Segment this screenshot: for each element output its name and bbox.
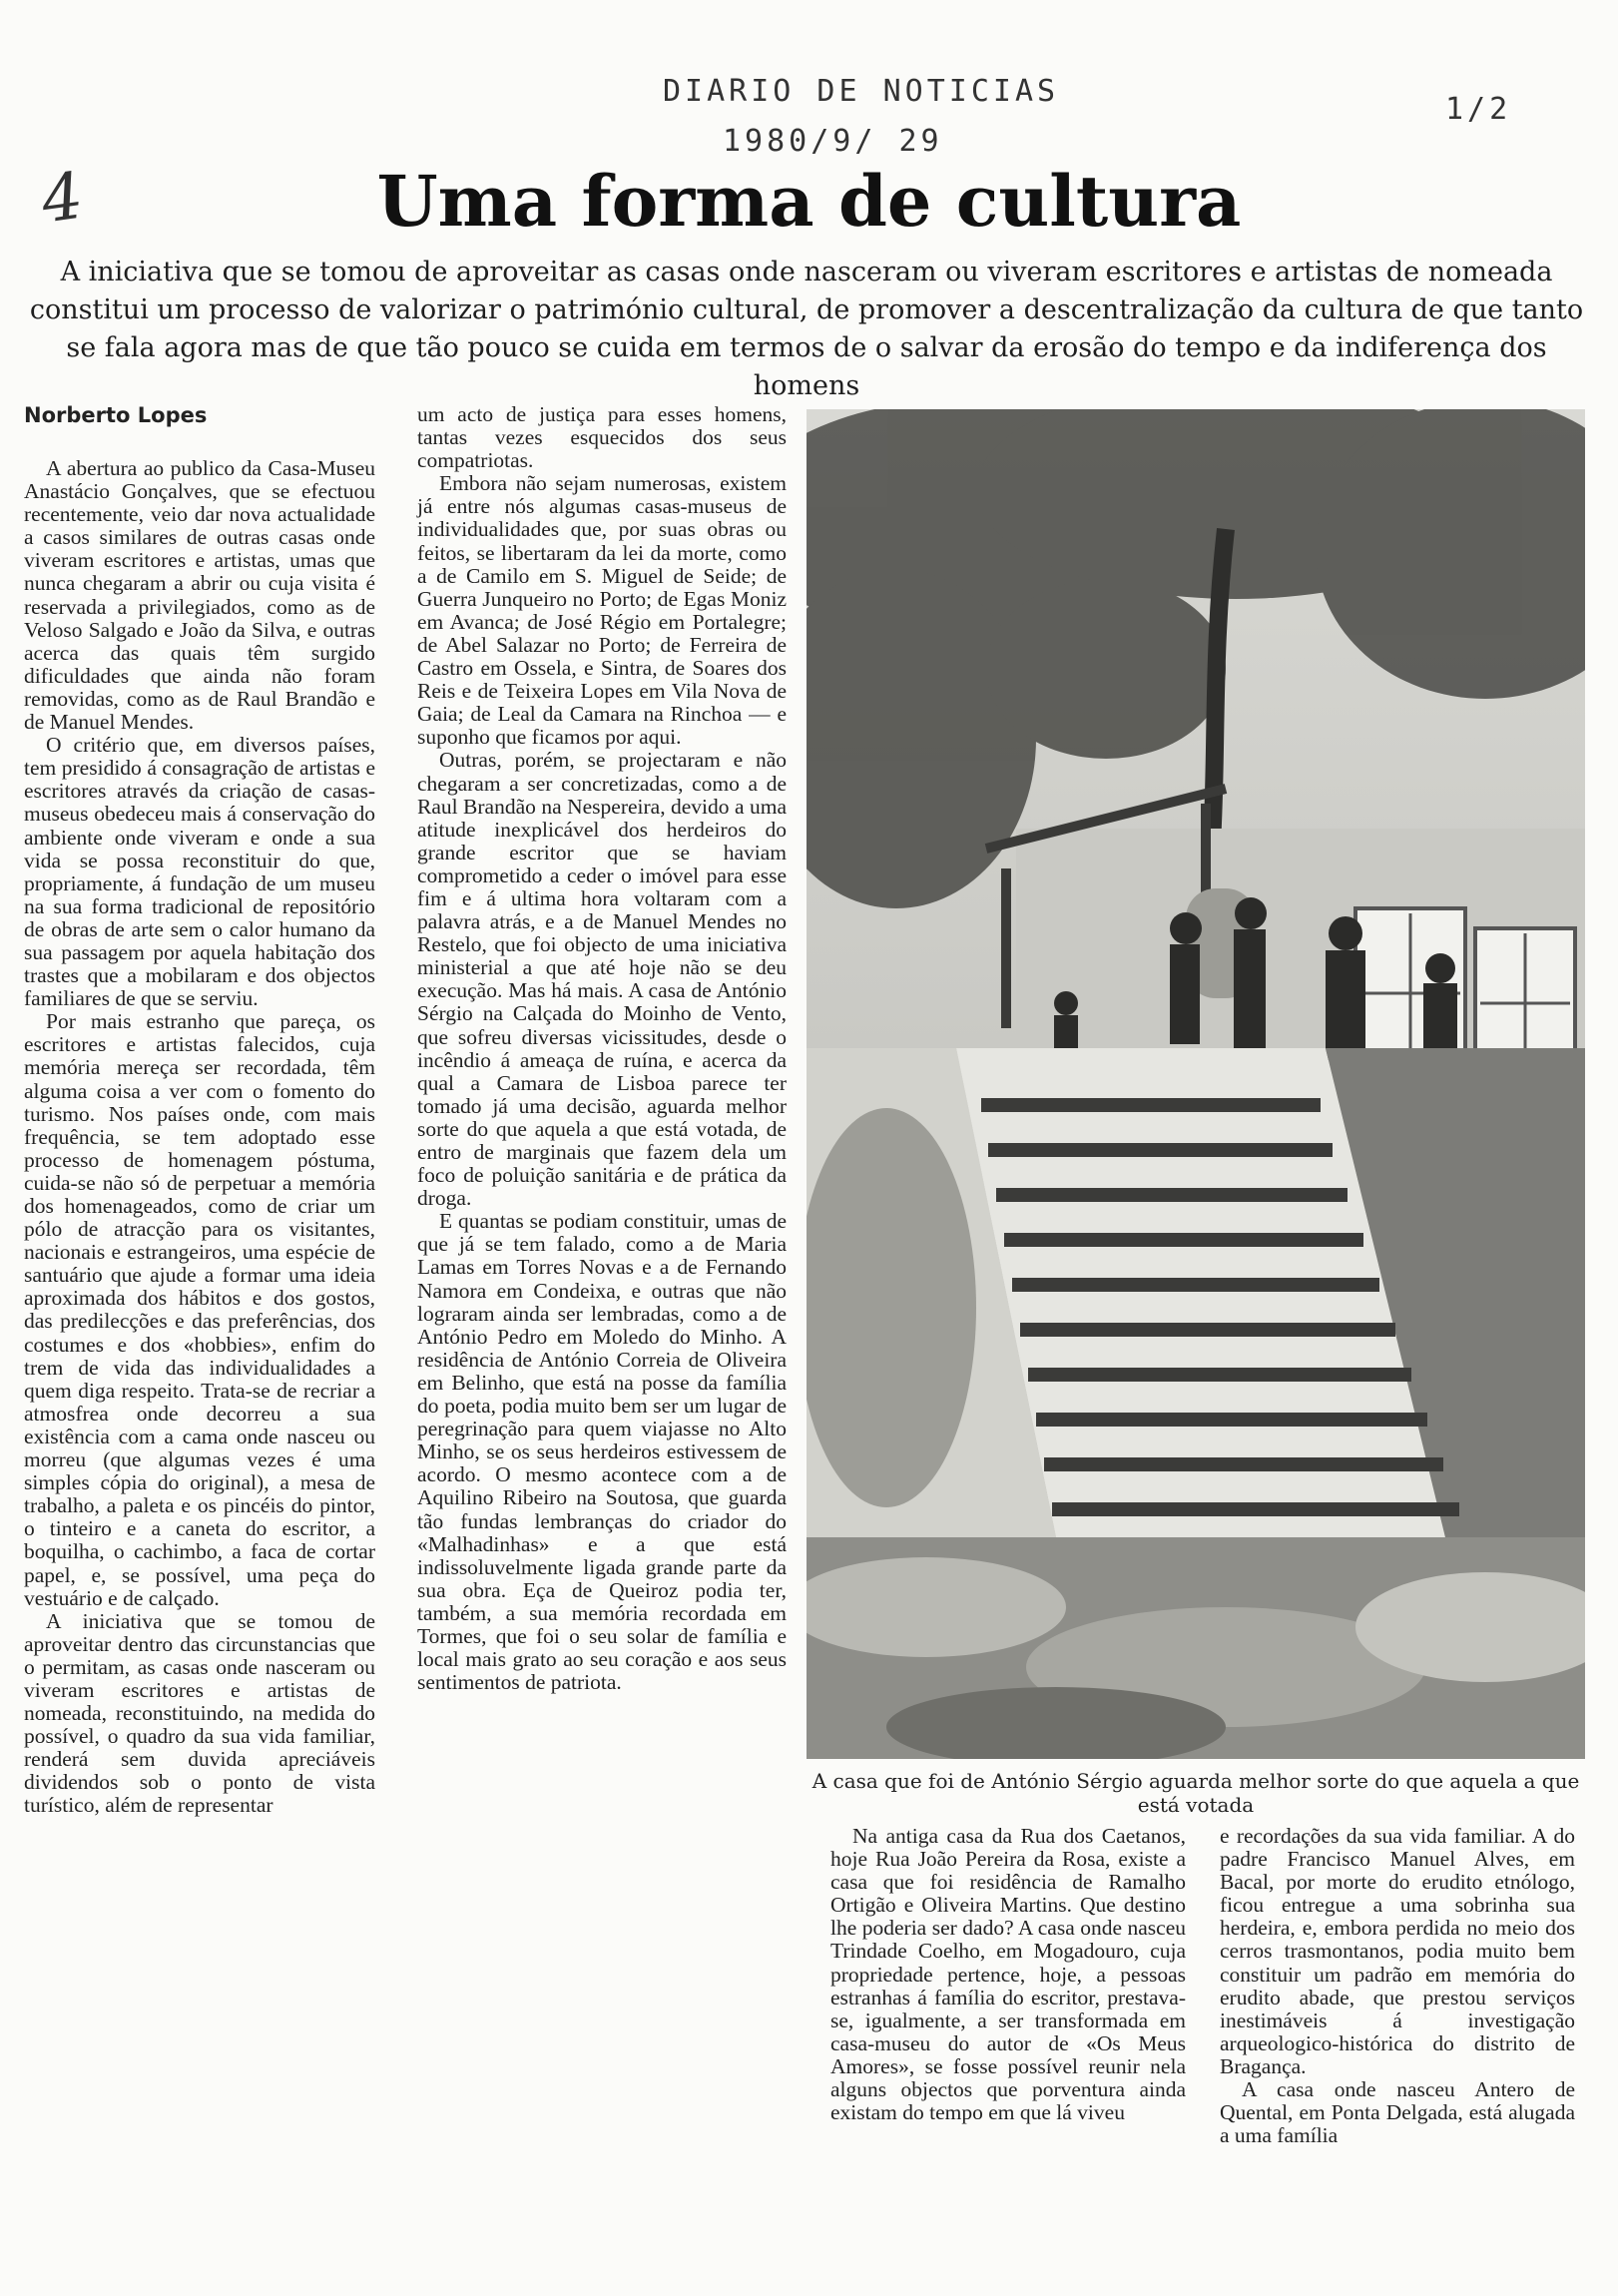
- page-number-stamp: 1/2: [1445, 92, 1512, 127]
- handwritten-mark: 4: [37, 159, 88, 239]
- paragraph: Embora não sejam numerosas, existem já entre nós algumas casas-museus de individualidades que, por suas obras ou feitos, se libertaram da lei da morte, como a de Camilo em S. Miguel de Seide; de Guerra Junqueiro no Porto; de Egas Moniz em Avanca; de José Régio em Portalegre; de Abel Salazar no Porto; de Ferreira de Castro em Ossela, e Sintra, de Soares dos Reis e de Teixeira Lopes em Vila Nova de Gaia; de Leal da Camara na Rinchoa — e suponho que ficamos por aqui.: [417, 471, 787, 750]
- article-deck: A iniciativa que se tomou de aproveitar as casas onde nasceram ou viveram escritores e artistas de nomeada constitui um processo de valorizar o património cultural, de promover a descentralização da cultura de que tanto se fala agora mas de que tão pouco se cuida em termos de o salvar da erosão do tempo e da indiferença dos homens: [29, 257, 1584, 401]
- paragraph: Na antiga casa da Rua dos Caetanos, hoje Rua João Pereira da Rosa, existe a casa que foi residência de Ramalho Ortigão e Oliveira Martins. Que destino lhe poderia ser dado? A casa onde nasceu Trindade Coelho, em Mogadouro, cuja propriedade pertence, hoje, a pessoas estranhas á família do escritor, prestava-se, igualmente, a ser transformada em casa-museu do autor de «Os Meus Amores», se fosse possível reunir nela alguns objectos que porventura ainda existam do tempo em que lá viveu: [830, 1824, 1186, 2125]
- article-column-2: [417, 403, 787, 1694]
- paragraph: A abertura ao publico da Casa-Museu Anastácio Gonçalves, que se efectuou recentemente, veio dar nova actualidade a casos similares de outras casas onde viveram escritores e artistas, umas que nunca chegaram a abrir ou cuja visita é reservada a privilegiados, como as de Veloso Salgado e João da Silva, e outras acerca das quais têm surgido dificuldades que ainda não foram removidas, como as de Raul Brandão e de Manuel Mendes.: [24, 456, 375, 735]
- paragraph: A casa onde nasceu Antero de Quental, em Ponta Delgada, está alugada a uma família: [1220, 2077, 1575, 2148]
- paragraph: um acto de justiça para esses homens, tantas vezes esquecidos dos seus compatriotas.: [417, 402, 787, 473]
- paragraph: A iniciativa que se tomou de aproveitar dentro das circunstancias que o permitam, as casas onde nasceram ou viveram escritores e artistas de nomeada, reconstituindo, na medida do possível, o quadro da sua vida familiar, renderá sem duvida apreciáveis dividendos sob o ponto de vista turístico, além de representar: [24, 1608, 375, 1818]
- paragraph: E quantas se podiam constituir, umas de que já se tem falado, como a de Maria Lamas em Torres Novas e a de Fernando Namora em Condeixa, e outras que não lograram ainda ser lembradas, como a de António Pedro em Moledo do Minho. A residência de António Correia de Oliveira em Belinho, que está na posse da família do poeta, podia muito bem ser um lugar de peregrinação para quem viajasse no Alto Minho, se os seus herdeiros estivessem de acordo. O mesmo acontece com a de Aquilino Ribeiro na Soutosa, que guarda tão fundas lembranças do criador do «Malhadinhas» e a que está indissoluvelmente ligada grande parte da sua obra. Eça de Queiroz podia ter, também, a sua memória recordada em Tormes, que foi o seu solar de família e local mais grato ao seu coração e aos seus sentimentos de patriota.: [417, 1209, 787, 1695]
- paragraph: Outras, porém, se projectaram e não chegaram a ser concretizadas, como a de Raul Brandão na Nespereira, devido a uma atitude inexplicável dos herdeiros do grande escritor que se haviam comprometido a ceder o imóvel para esse fim e á ultima hora voltaram com a palavra atrás, e a de Manuel Mendes no Restelo, que foi objecto de uma iniciativa ministerial a que até hoje não se deu execução. Mas há mais. A casa de António Sérgio na Calçada do Moinho de Vento, que sofreu diversas vicissitudes, desde o incêndio á ameaça de ruína, e acerca da qual a Camara de Lisboa parece ter tomado já uma decisão, aguarda melhor sorte do que aquela a que está votada, de entro de marginais que fazem dela um foco de poluição sanitária e de prática da droga.: [417, 748, 787, 1211]
- paragraph: O critério que, em diversos países, tem presidido á consagração de artistas e escritores através da criação de casas-museus obedeceu mais á conservação do ambiente onde viveram e onde a sua vida se possa reconstituir do que, propriamente, á fundação de um museu na sua forma tradicional de repositório de obras de arte sem o calor humano da sua passagem por aquela habitação dos trastes que a mobilaram e dos objectos familiares de que se serviu.: [24, 733, 375, 1011]
- article-column-1: [24, 457, 375, 1818]
- article-column-4: [1220, 1825, 1575, 2147]
- article-byline: Norberto Lopes: [24, 403, 208, 427]
- date-stamp: 1980/9/ 29: [723, 124, 943, 159]
- paragraph: Por mais estranho que pareça, os escritores e artistas falecidos, cuja memória mereça ser recordada, têm alguma coisa a ver com o fomento do turismo. Nos países onde, com mais frequência, se tem adoptado esse processo de homenagem póstuma, cuida-se não só de perpetuar a memória dos homenageados, como de criar um pólo de atracção para os visitantes, nacionais e estrangeiros, uma espécie de santuário que ajude a formar uma ideia aproximada dos hábitos e dos gostos, das predilecções e das preferências, dos costumes e dos «hobbies», enfim do trem de vida das individualidades a quem diga respeito. Trata-se de recriar a atmosfrea onde decorreu a sua existência com a cama onde nasceu ou morreu (que algumas vezes é uma simples cópia do original), a mesa de trabalho, a paleta e os pincéis do pintor, o tinteiro e a caneta do escritor, a boquilha, o cachimbo, a faca de cortar papel, e, se possível, uma peça do vestuário e de calçado.: [24, 1009, 375, 1610]
- house-photo-illustration: [807, 409, 1585, 1759]
- article-column-3: [830, 1825, 1186, 2124]
- photo-caption: A casa que foi de António Sérgio aguarda melhor sorte do que aquela a que está votada: [811, 1769, 1580, 1817]
- house-photo: [807, 409, 1585, 1759]
- newspaper-name-stamp: DIARIO DE NOTICIAS: [663, 74, 1060, 109]
- paragraph: e recordações da sua vida familiar. A do padre Francisco Manuel Alves, em Bacal, por morte do erudito etnólogo, ficou entregue a uma sobrinha sua herdeira, e, embora perdida no meio dos cerros trasmontanos, podia muito bem constituir um padrão em memória do erudito abade, que prestou serviços inestimáveis á investigação arqueologico-histórica do distrito de Bragança.: [1220, 1824, 1575, 2078]
- article-headline: Uma forma de cultura: [376, 160, 1242, 243]
